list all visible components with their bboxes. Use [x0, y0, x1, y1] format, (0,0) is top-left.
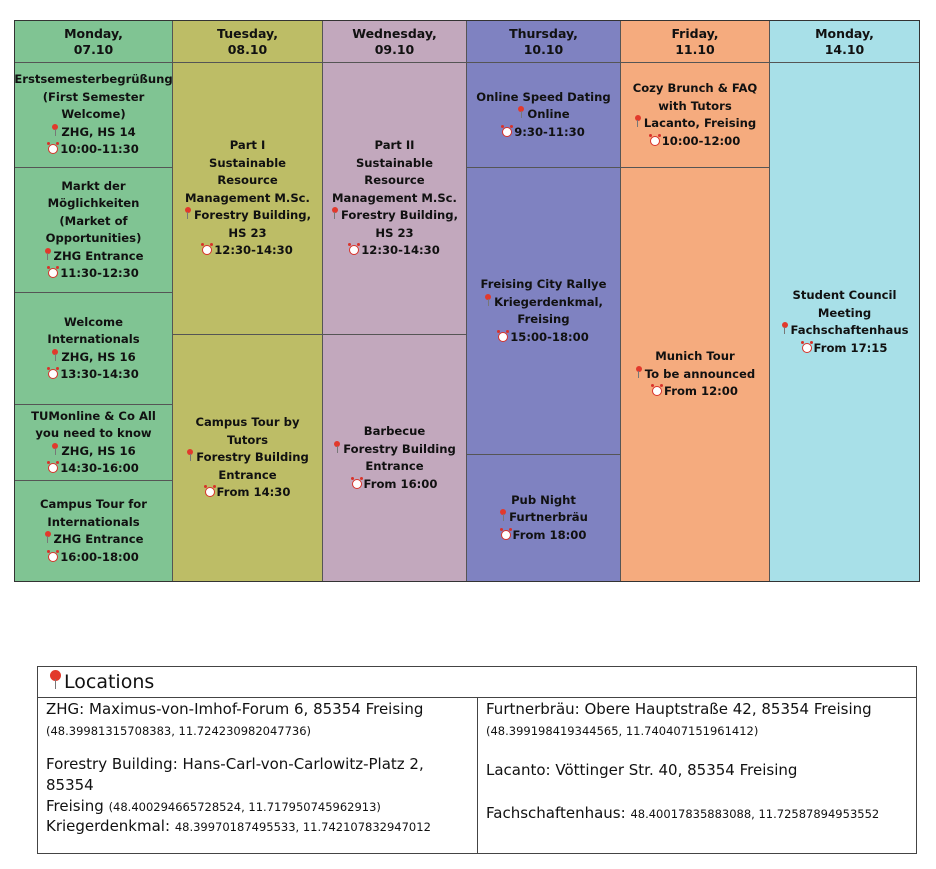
- alarm-clock-icon: [48, 268, 58, 278]
- location-pin-icon: [499, 509, 507, 522]
- event-title: Online Speed Dating: [476, 89, 611, 104]
- event-location: ZHG, HS 14: [51, 124, 135, 142]
- event-cell: [15, 168, 172, 293]
- event-cell: [173, 335, 322, 581]
- location-pin-icon: [51, 124, 59, 137]
- alarm-clock-icon: [205, 487, 215, 497]
- event-time: 12:30-14:30: [349, 242, 440, 260]
- day-header: [770, 21, 919, 63]
- location-pin-icon: [781, 322, 789, 335]
- event-time: 11:30-12:30: [48, 265, 139, 283]
- event-location: ZHG Entrance: [44, 531, 144, 549]
- day-column: [323, 21, 467, 581]
- day-header: [323, 21, 466, 63]
- alarm-clock-icon: [802, 343, 812, 353]
- alarm-clock-icon: [501, 530, 511, 540]
- event-time: 10:00-11:30: [48, 141, 139, 159]
- day-name: Monday,: [815, 25, 874, 41]
- location-furtnerbraeu: Furtnerbräu: Obere Hauptstraße 42, 85354 Freising (48.399198419344565, 11.740407151961412): [486, 700, 872, 738]
- event-location-line2: Entrance: [365, 459, 424, 473]
- event-time: 13:30-14:30: [48, 366, 139, 384]
- event-location: Forestry Building: [186, 449, 309, 467]
- event-time: 12:30-14:30: [202, 242, 293, 260]
- location-pin-icon: [50, 670, 62, 690]
- event-title: Erstsemesterbegrüßung (First Semester Welcome): [14, 72, 173, 122]
- locations-header: [38, 667, 916, 698]
- alarm-clock-icon: [502, 127, 512, 137]
- event-cell: [15, 63, 172, 168]
- event-cell: [770, 63, 919, 581]
- day-name: Monday,: [64, 25, 123, 41]
- event-location-line2: HS 23: [228, 225, 267, 240]
- event-location-line2: Entrance: [218, 467, 277, 482]
- day-column: [770, 21, 919, 581]
- event-time: From 14:30: [205, 484, 291, 502]
- event-location: Kriegerdenkmal,: [484, 294, 603, 312]
- location-pin-icon: [635, 366, 643, 379]
- location-coordinates: (48.400294665728524, 11.717950745962913): [108, 800, 381, 814]
- event-cell: [621, 168, 769, 581]
- alarm-clock-icon: [352, 479, 362, 489]
- location-fachschaftenhaus: Fachschaftenhaus: 48.40017835883088, 11.72587894953552: [486, 804, 880, 822]
- event-cell: [323, 335, 466, 581]
- locations-title: Locations: [64, 671, 155, 693]
- location-zhg: ZHG: Maximus-von-Imhof-Forum 6, 85354 Freising (48.39981315708383, 11.724230982047736): [46, 700, 424, 738]
- event-location-line2: HS 23: [375, 225, 414, 240]
- event-location: ZHG, HS 16: [51, 443, 135, 461]
- event-time: 9:30-11:30: [502, 124, 585, 142]
- alarm-clock-icon: [48, 144, 58, 154]
- event-location: Forestry Building: [333, 441, 456, 459]
- event-location: Fachschaftenhaus: [781, 322, 909, 340]
- location-forestry-building: Forestry Building: Hans-Carl-von-Carlowitz-Platz 2, 85354 Freising (48.400294665728524, 11.717950745962913): [46, 755, 424, 815]
- alarm-clock-icon: [48, 369, 58, 379]
- event-title: Pub Night: [511, 492, 576, 507]
- location-coordinates: 48.39970187495533, 11.742107832947012: [174, 820, 431, 834]
- event-title: Campus Tour for Internationals: [40, 497, 147, 529]
- location-pin-icon: [517, 106, 525, 119]
- locations-box: [37, 666, 917, 854]
- event-cell: [621, 63, 769, 168]
- event-title: Munich Tour: [655, 349, 735, 364]
- weekly-schedule-table: [14, 20, 920, 582]
- day-date: 08.10: [227, 41, 268, 57]
- day-header: [15, 21, 172, 63]
- event-location: Forestry Building,: [184, 207, 311, 225]
- event-time: 16:00-18:00: [48, 549, 139, 567]
- event-title: Barbecue: [363, 424, 426, 438]
- location-pin-icon: [333, 441, 341, 454]
- alarm-clock-icon: [48, 463, 58, 473]
- day-column: [621, 21, 770, 581]
- alarm-clock-icon: [202, 245, 212, 255]
- event-location-line2: Freising: [517, 312, 570, 326]
- alarm-clock-icon: [498, 332, 508, 342]
- day-name: Thursday,: [509, 25, 578, 41]
- day-date: 07.10: [73, 41, 114, 57]
- event-cell: [467, 455, 620, 581]
- day-header: [621, 21, 769, 63]
- day-header: [467, 21, 620, 63]
- alarm-clock-icon: [349, 245, 359, 255]
- day-date: 09.10: [374, 41, 415, 57]
- event-title: Part I Sustainable Resource Management M.Sc.: [185, 138, 310, 205]
- event-cell: [15, 293, 172, 405]
- event-title: Student Council Meeting: [792, 288, 897, 320]
- event-location: Forestry Building,: [331, 207, 458, 225]
- location-pin-icon: [186, 449, 194, 462]
- event-title: TUMonline & Co All you need to know: [31, 408, 156, 440]
- location-pin-icon: [51, 349, 59, 362]
- day-column: [173, 21, 323, 581]
- day-name: Friday,: [671, 25, 719, 41]
- location-coordinates: 48.40017835883088, 11.72587894953552: [630, 807, 880, 821]
- location-lacanto: Lacanto: Vöttinger Str. 40, 85354 Freising: [486, 761, 798, 779]
- location-pin-icon: [484, 294, 492, 307]
- event-time: From 18:00: [501, 527, 587, 545]
- event-time: From 12:00: [652, 383, 738, 401]
- day-column: [15, 21, 173, 581]
- event-title: Welcome Internationals: [47, 314, 140, 346]
- event-location: Online: [517, 106, 569, 124]
- location-kriegerdenkmal: Kriegerdenkmal: 48.39970187495533, 11.742107832947012: [46, 817, 431, 835]
- event-time: 14:30-16:00: [48, 460, 139, 478]
- event-location: To be announced: [635, 366, 755, 384]
- day-column: [467, 21, 621, 581]
- location-coordinates: (48.399198419344565, 11.740407151961412): [486, 724, 759, 738]
- alarm-clock-icon: [650, 136, 660, 146]
- locations-right-column: [478, 698, 916, 853]
- locations-left-column: [38, 698, 477, 853]
- event-time: From 16:00: [352, 476, 438, 494]
- event-title: Part II Sustainable Resource Management M.Sc.: [332, 138, 457, 205]
- event-title: Freising City Rallye: [480, 277, 607, 291]
- location-pin-icon: [44, 248, 52, 261]
- day-date: 10.10: [523, 41, 564, 57]
- event-cell: [15, 481, 172, 581]
- location-pin-icon: [184, 207, 192, 220]
- event-time: 10:00-12:00: [650, 133, 741, 151]
- alarm-clock-icon: [652, 386, 662, 396]
- location-pin-icon: [44, 531, 52, 544]
- day-date: 11.10: [675, 41, 715, 57]
- event-title: Markt der Möglichkeiten (Market of Opportunities): [45, 178, 142, 245]
- event-cell: [467, 63, 620, 168]
- event-time: From 17:15: [802, 340, 888, 358]
- day-header: [173, 21, 322, 63]
- day-name: Wednesday,: [352, 25, 437, 41]
- event-cell: [323, 63, 466, 335]
- day-name: Tuesday,: [217, 25, 278, 41]
- location-pin-icon: [331, 207, 339, 220]
- event-cell: [467, 168, 620, 455]
- event-cell: [15, 405, 172, 481]
- location-pin-icon: [634, 115, 642, 128]
- alarm-clock-icon: [48, 552, 58, 562]
- event-time: 15:00-18:00: [498, 329, 589, 347]
- location-coordinates: (48.39981315708383, 11.724230982047736): [46, 724, 312, 738]
- event-location: Furtnerbräu: [499, 509, 588, 527]
- event-title: Campus Tour by Tutors: [195, 415, 300, 447]
- event-cell: [173, 63, 322, 335]
- event-title: Cozy Brunch & FAQ with Tutors: [632, 81, 758, 113]
- location-pin-icon: [51, 443, 59, 456]
- event-location: Lacanto, Freising: [634, 115, 756, 133]
- day-date: 14.10: [824, 41, 865, 57]
- event-location: ZHG Entrance: [44, 248, 144, 266]
- event-location: ZHG, HS 16: [51, 349, 135, 367]
